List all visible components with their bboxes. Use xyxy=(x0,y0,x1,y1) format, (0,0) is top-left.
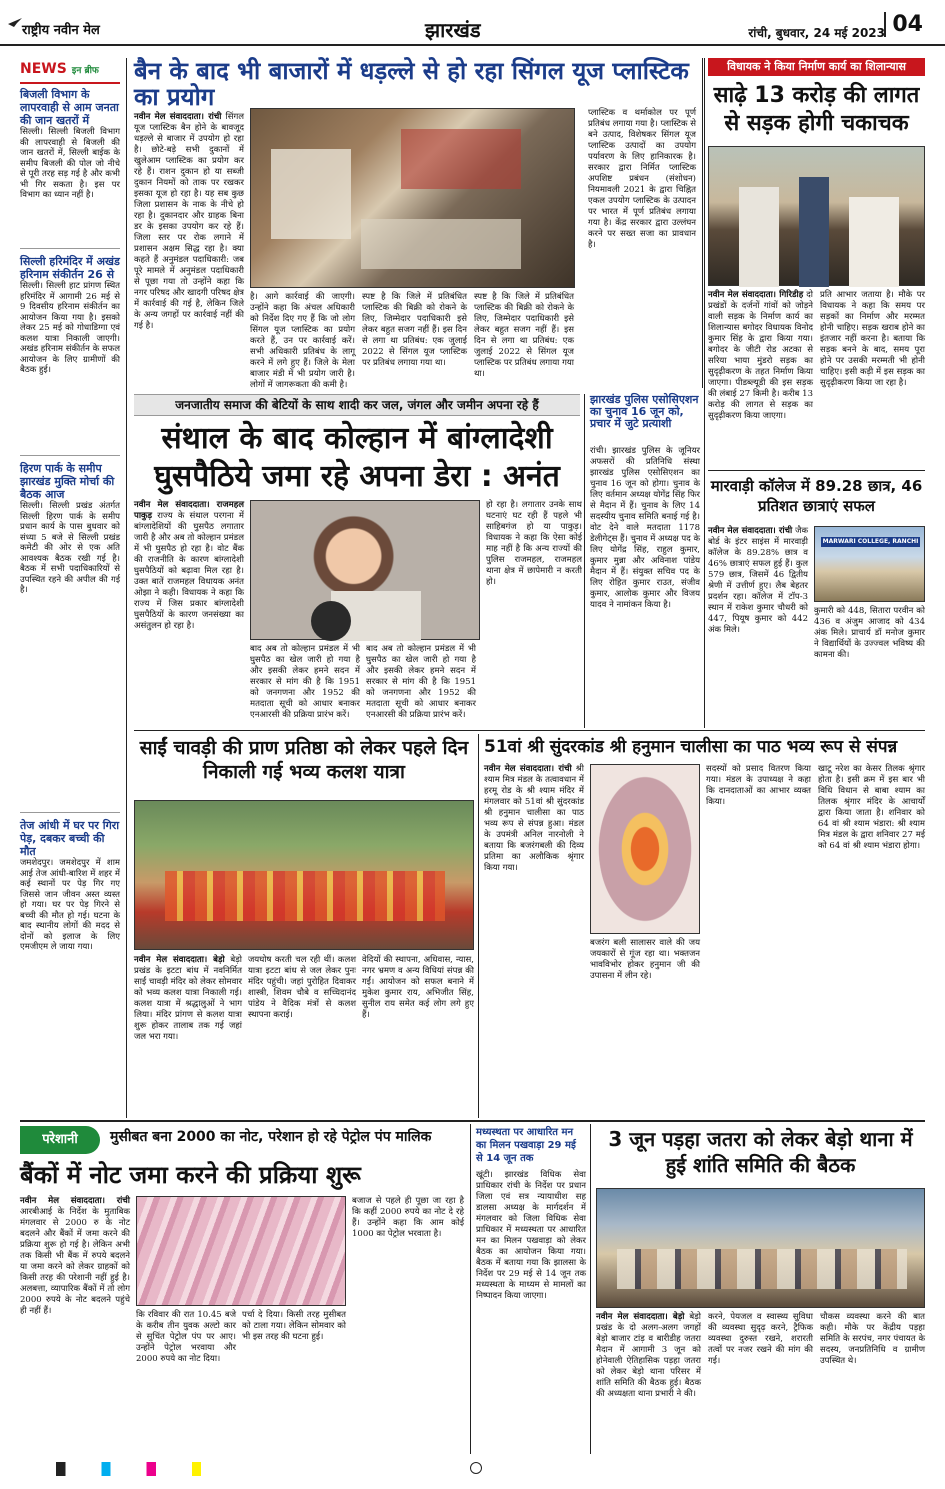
police-body: रांची। झारखंड पुलिस के जूनियर अफसरों की प्रतिनिधि संस्था झारखंड पुलिस एसोसिएशन का चुनाव 16 जून को होगा। चुनाव के लिए वर्तमान अध्यक्ष योगेंद्र सिंह फिर से मैदान में हैं। चुनाव के लिए 14 सदस्यीय चुनाव समिति बनाई गई है। वोट देने वाले मतदाता 1178 डेलीगेट्स हैं। चुनाव में अध्यक्ष पद के लिए योगेंद्र सिंह, राहुल कुमार, कुमार मुन्ना और अविनाश पांडेय मैदान में हैं। संयुक्त सचिव पद के लिए रोहित कुमार राउत, संजीव कुमार, आलोक कुमार और विजय यादव ने नामांकन किया है। xyxy=(590,446,700,610)
hanuman-body-col4: खाटू नरेश का केसर तिलक श्रृंगार होता है। इसी क्रम में इस बार भी विधि विधान से बाबा श्याम का तिलक श्रृंगार मंदिर के आचार्यों द्वारा किया जाता है। शनिवार को 64 वां श्री श्याम भंडारा: श्री श्याम मित्र मंडल के द्वारा शनिवार 27 मई को 64 वां श्री श्याम भंडारा होगा। xyxy=(818,764,925,851)
column-divider xyxy=(470,1124,471,1454)
note-byline: नवीन मेल संवाददाता। रांची xyxy=(20,1196,130,1206)
marwari-college-photo xyxy=(814,526,925,602)
brief-item xyxy=(20,88,120,249)
kolhan-byline: नवीन मेल संवाददाता। राजमहल पाकुड़ xyxy=(134,500,244,521)
section-divider xyxy=(134,730,925,731)
brief-title: सिल्ली हरिमंदिर में अखंड हरिनाम संकीर्तन 26 से xyxy=(20,255,120,281)
peace-meeting-photo xyxy=(596,1188,925,1308)
sai-body: बेड़ो प्रखंड के इटटा बांध में नवनिर्मित साईं चावड़ी मंदिर को लेकर सोमवार को भव्य कलश यात्रा निकाली गई। कलश यात्रा में श्रद्धालुओं ने भाग लिया। मंदिर प्रांगण से कलश यात्रा शुरू होकर तालाब तक गई जहां जल भरा गया। xyxy=(134,955,242,1042)
section-divider xyxy=(708,470,925,471)
page-number: 04 xyxy=(884,12,923,37)
brief-item xyxy=(20,819,120,1119)
masthead: राष्ट्रीय नवीन मेल xyxy=(22,23,100,38)
sai-body-col2: जयघोष करती चल रही थीं। कलश यात्रा इटटा बांध से जल लेकर पुनः मंदिर पहुंची। जहां पुरोहित दिवाकर शास्त्री, शिवम चौबे व सच्चिदानंद पांडेय ने वैदिक मंत्रों से कलश स्थापना कराई। xyxy=(248,955,356,1020)
brief-item xyxy=(20,462,120,813)
column-divider xyxy=(590,1124,591,1454)
college-sign: MARWARI COLLEGE, RANCHI xyxy=(822,538,919,545)
mla-portrait-photo xyxy=(250,500,480,640)
road-ceremony-photo xyxy=(708,146,925,286)
column-divider xyxy=(126,58,127,1118)
jatra-body-col3: चौकस व्यवस्था करने की बात कही। मौके पर केंद्रीय पड़हा समिति के सरपंच, नगर पंचायत के सदस्य, जनप्रतिनिधि व ग्रामीण उपस्थित थे। xyxy=(820,1312,925,1366)
note-tag: परेशानी xyxy=(20,1126,100,1154)
hanuman-body-col1 xyxy=(484,764,584,1116)
hanuman-body: श्री श्याम मित्र मंडल के तत्वावधान में हरमू रोड के श्री श्याम मंदिर में मंगलवार को 51वां श्री सुंदरकांड श्री हनुमान चालीसा का पाठ भव्य रूप से संपन्न हुआ। मंडल के उपमंत्री अनिल नारनोली ने बताया कि बजरंगबली की दिव्य प्रतिमा का अलौकिक श्रृंगार किया गया। xyxy=(484,764,584,873)
brief-label: इन ब्रीफ xyxy=(71,66,99,76)
news-brief-label xyxy=(20,58,120,80)
registration-mark-icon xyxy=(470,1462,482,1474)
lead-body-col4: स्पष्ट है कि जिले में प्रतिबंधित प्लास्टिक की बिक्री को रोकने के लिए, जिम्मेदार पदाधिकारी इसे लेकर बहुत सजग नहीं हैं। इस दिन से लगा था प्रतिबंध: एक जुलाई 2022 से सिंगल यूज प्लास्टिक पर प्रतिबंध लगाया गया था। xyxy=(474,292,574,379)
dateline: रांची, बुधवार, 24 मई 2023 xyxy=(748,26,885,40)
brief-body: सिल्ली। सिल्ली प्रखंड अंतर्गत सिल्ली हिरण पार्क के समीप प्रधान कार्य के पास बुधवार को संध्या 5 बजे से सिल्ली प्रखंड कमेटी की ओर से एक अति आवश्यक बैठक रखी गई है। बैठक में सभी पदाधिकारियों से उपस्थित रहने की अपील की गई है। xyxy=(20,501,120,595)
kalash-yatra-photo xyxy=(134,800,474,950)
sai-body-col1 xyxy=(134,955,242,1115)
news-label: NEWS xyxy=(20,61,67,77)
brief-body: सिल्ली। सिल्ली बिजली विभाग की लापरवाही से बिजली की जान खतरों में, सिल्ली बाईक के समीप बिजली की पोल जो नीचे से पूरी तरह सड़ गई है और कभी भी गिर सकता है। इस पर विभाग का ध्यान नहीं है। xyxy=(20,127,120,200)
sai-body-col3: वेदियों की स्थापना, अधिवास, न्यास, नगर भ्रमण व अन्य विधियां संपन्न की गईं। आयोजन को सफल बनाने में मुकेश कुमार राय, अभिजीत सिंह, सुनील राय समेत कई लोग लगे हुए हैं। xyxy=(362,955,474,1020)
section-title: झारखंड xyxy=(425,18,481,42)
road-body-col1 xyxy=(708,290,813,460)
sai-headline: साईं चावड़ी की प्राण प्रतिष्ठा को लेकर पहले दिन निकाली गई भव्य कलश यात्रा xyxy=(139,737,469,783)
hanuman-byline: नवीन मेल संवाददाता। रांची xyxy=(484,764,572,774)
marwari-body-col1 xyxy=(708,526,808,728)
jatra-headline: 3 जून पड़हा जतरा को लेकर बेड़ो थाना में हुई शांति समिति की बैठक xyxy=(608,1127,913,1177)
note-body-col2: कि रविवार की रात 10.45 बजे के करीब तीन युवक अल्टो कार से सुचिंत पेट्रोल पंप पर आए। उन्होंने पेट्रोल भरवाया और 2000 रुपये का नोट दिया। xyxy=(136,1310,236,1364)
note-body-col1 xyxy=(20,1196,130,1452)
kolhan-body-col2: बाद अब तो कोल्हान प्रमंडल में भी घुसपैठ का खेल जारी हो गया है और इसकी लेकर हमने सदन में सरकार से मांग की है कि 1951 को जनगणना और 1952 की मतदाता सूची को आधार बनाकर एनआरसी की प्रक्रिया प्रारंभ करें। xyxy=(250,644,360,720)
currency-notes-photo xyxy=(136,1196,346,1306)
jatra-body-col2: करने, पेयजल व स्वास्थ्य सुविधा की व्यवस्था सुदृढ़ करने, ट्रैफिक व्यवस्था दुरुस्त रखने, शरारती तत्वों पर नजर रखने की मांग की गई। xyxy=(708,1312,813,1366)
lead-body-col1 xyxy=(134,112,244,382)
brief-title: हिरण पार्क के समीप झारखंड मुक्ति मोर्चा की बैठक आज xyxy=(20,462,115,501)
lead-byline: नवीन मेल संवाददाता। रांची xyxy=(134,112,222,122)
sai-byline: नवीन मेल संवाददाता। बेड़ो xyxy=(134,955,225,965)
news-brief-column xyxy=(20,58,120,1118)
lead-headline: बैन के बाद भी बाजारों में धड़ल्ले से हो रहा सिंगल यूज प्लास्टिक का प्रयोग xyxy=(134,57,689,112)
column-divider xyxy=(478,734,479,1118)
note-kicker: मुसीबत बना 2000 का नोट, परेशान हो रहे पेट्रोल पंप मालिक xyxy=(110,1129,432,1145)
kolhan-body-col3: बाद अब तो कोल्हान प्रमंडल में भी घुसपैठ का खेल जारी हो गया है और इसकी लेकर हमने सदन में सरकार से मांग की है कि 1951 को जनगणना और 1952 की मतदाता सूची को आधार बनाकर एनआरसी की प्रक्रिया प्रारंभ करें। xyxy=(366,644,476,720)
hanuman-body-col3: सदस्यों को प्रसाद वितरण किया गया। मंडल के उपाध्यक्ष ने कहा कि दानदाताओं का आभार व्यक्त किया। xyxy=(706,764,811,807)
hanuman-headline: 51वां श्री सुंदरकांड श्री हनुमान चालीसा का पाठ भव्य रूप से संपन्न xyxy=(484,737,898,757)
marwari-byline: नवीन मेल संवाददाता। रांची xyxy=(708,526,793,536)
road-body-col2: प्रति आभार जताया है। मौके पर विधायक ने कहा कि समय पर सड़कों का निर्माण और मरम्मत होनी चाहिए। सड़क खराब होने का इंतजार नहीं करना है। बताया कि सड़क बनने के बाद, समय पूरा होने पर उसकी मरम्मती भी होनी चाहिए। इसी कड़ी में इस सड़क का सुदृढ़ीकरण किया जा रहा है। xyxy=(820,290,925,388)
lead-body-col3: स्पष्ट है कि जिले में प्रतिबंधित प्लास्टिक की बिक्री को रोकने के लिए, जिम्मेदार पदाधिकारी इसे लेकर बहुत सजग नहीं हैं। इस दिन से लगा था प्रतिबंध: एक जुलाई 2022 से सिंगल यूज प्लास्टिक पर प्रतिबंध लगाया गया था। xyxy=(362,292,467,368)
lead-body-col5: प्लास्टिक व थर्माकोल पर पूर्ण प्रतिबंध लगाया गया है। प्लास्टिक से बने उत्पाद, विशेषकर सिंगल यूज प्लास्टिक उत्पादों का उपयोग पर्यावरण के लिए हानिकारक है। सरकार द्वारा निर्मित प्लास्टिक अपशिष्ट प्रबंधन (संशोधन) नियमावली 2021 के द्वारा चिह्नित एकल उपयोग प्लास्टिक के उत्पादन पर भारत में पूर्ण प्रतिबंध लगाया गया है। केंद्र सरकार द्वारा उल्लंघन करने पर सख्त सजा का प्रावधान है। xyxy=(588,108,696,250)
road-body: दो प्रखंडों के दर्जनों गांवों को जोड़ने वाली सड़क के निर्माण कार्य का शिलान्यास बगोदर विधायक विनोद कुमार सिंह के द्वारा किया गया। बगोदर के जीटी रोड अटका से सरिया भाया मुंडरो सड़क का सुदृढ़ीकरण के तहत निर्माण किया जाएगा। पीडब्ल्यूडी की इस सड़क की लंबाई 27 किमी है। करीब 13 करोड़ की लागत से सड़क का सुदृढ़ीकरण किया जाएगा। xyxy=(708,290,814,421)
madhyasthata-headline: मध्यस्थता पर आधारित मन का मिलन पखवाड़ा 29 मई से 14 जून तक xyxy=(476,1127,576,1164)
section-divider xyxy=(20,1120,925,1122)
brief-item xyxy=(20,255,120,456)
column-divider xyxy=(702,58,703,388)
madhyasthata-body: खूंटी। झारखंड विधिक सेवा प्राधिकार रांची के निर्देश पर प्रधान जिला एवं सत्र न्यायाधीश सह डालसा अध्यक्ष के मार्गदर्शन में मंगलवार को जिला विधिक सेवा प्राधिकार में मध्यस्थता पर आधारित मन का मिलन पखवाड़ा को लेकर बैठक का आयोजन किया गया। बैठक में बताया गया कि झालसा के निर्देश पर 29 मई से 14 जून तक मध्यस्थता के माध्यम से मामलों का निष्पादन किया जाएगा। xyxy=(476,1170,586,1301)
note-headline: बैंकों में नोट जमा करने की प्रक्रिया शुरू xyxy=(20,1161,361,1189)
note-body-col3: पर्चा दे दिया। किसी तरह मुसीबत को टाला गया। लेकिन सोमवार को भी इस तरह की घटना हुई। xyxy=(242,1310,346,1342)
kolhan-body-col1 xyxy=(134,500,244,726)
kolhan-body: राज्य के संथाल परगना में बांग्लादेशियों की घुसपैठ लगातार जारी है और अब तो कोल्हान प्रमंडल में भी घुसपैठ हो रहा है। वोट बैंक की राजनीति के कारण बांग्लादेशी घुसपैठियों को बढ़ावा मिल रहा है। उक्त बातें राजमहल विधायक अनंत ओझा ने कही। विधायक ने कहा कि राज्य में जिस प्रकार बांग्लादेशी घुसपैठियों के कारण जनसंख्या का असंतुलन हो रहा है। xyxy=(134,511,245,631)
note-body-col4: बजाज से पहले ही पूछा जा रहा है कि कहीं 2000 रुपये का नोट दे रहे हैं। उन्होंने कहा कि आम कोई 1000 का पेट्रोल भरवाता है। xyxy=(352,1196,464,1239)
police-headline: झारखंड पुलिस एसोसिएशन का चुनाव 16 जून को, प्रचार में जुटे प्रत्याशी xyxy=(590,393,699,431)
jatra-body: बेड़ो प्रखंड के दो अलग-अलग जगहों बेड़ो बाजार टांड़ व बारीडीह जतरा मैदान में आगामी 3 जून को होनेवाली ऐतिहासिक पड़हा जतरा को लेकर बेड़ो थाना परिसर में शांति समिति की बैठक हुई। बैठक की अध्यक्षता थाना प्रभारी ने की। xyxy=(596,1312,701,1399)
marwari-body-col2: कुमारी को 448, सितारा परवीन को 436 व अंजुम आजाद को 434 अंक मिले। प्राचार्य डॉ मनोज कुमार ने विद्यार्थियों के उज्ज्वल भविष्य की कामना की। xyxy=(814,606,925,660)
hanuman-body-col2: बजरंग बली सालासर वाले की जय जयकारों से गूंज रहा था। भक्तजन भावविभोर होकर हनुमान जी की उपासना में लीन रहे। xyxy=(590,938,700,981)
jatra-body-col1 xyxy=(596,1312,701,1452)
jatra-byline: नवीन मेल संवाददाता। बेड़ो xyxy=(596,1312,685,1322)
column-divider xyxy=(704,58,705,728)
road-red-tag: विधायक ने किया निर्माण कार्य का शिलान्यास xyxy=(708,58,925,76)
kolhan-body-col4: हो रहा है। लगातार उनके साथ घटनाएं घट रही हैं पहले भी साहिबगंज हो या पाकुड़। विधायक ने कहा कि ऐसा कोई माह नहीं है कि अन्य राज्यों की पुलिस राजमहल, राजमहल थाना क्षेत्र में छापेमारी न करती हो। xyxy=(486,500,582,587)
kolhan-headline: संथाल के बाद कोल्हान में बांग्लादेशी घुसपैठिये जमा रहे अपना डेरा : अनंत xyxy=(154,421,560,494)
kolhan-kicker: जनजातीय समाज की बेटियों के साथ शादी कर जल, जंगल और जमीन अपना रहे हैं xyxy=(134,394,580,416)
brief-body: जमशेदपुर। जमशेदपुर में शाम आई तेज आंधी-बारिश में शहर में कई स्थानों पर पेड़ गिर गए जिससे जान जीवन अस्त व्यस्त हो गया। घर पर पेड़ गिरने से बच्ची की मौत हो गई। घटना के बाद स्थानीय लोगों की मदद से दोनों को इलाज के लिए एमजीएम ले जाया गया। xyxy=(20,858,120,952)
column-divider xyxy=(584,394,585,728)
page-header xyxy=(0,0,945,46)
lead-body: सिंगल यूज प्लास्टिक बैन होने के बावजूद धड़ल्ले से बाजार में उपयोग हो रहा है। छोटे-बड़े सभी दुकानों में खुलेआम प्लास्टिक का प्रयोग कर रहे हैं। राशन दुकान हो या सब्जी दुकान नियमों को ताक पर रखकर इसका यूज हो रहा है। यह सब कुछ जिला प्रशासन के नाक के नीचे हो रहा है। दुकानदार और ग्राहक बिना डर के इसका उपयोग कर रहे हैं। जिला स्तर पर रोक लगाने में प्रशासन अक्षम सिद्ध रहा है। क्या कहते हैं अनुमंडल पदाधिकारी: जब पूरे मामले में अनुमंडल पदाधिकारी से पूछा गया तो उन्होंने कहा कि नगर परिषद और खादगी परिषद क्षेत्र में कार्रवाई की गई है, लेकिन जिले के अन्य जगहों पर कार्रवाई नहीं की गई है। xyxy=(134,112,244,331)
marwari-body: जैक बोर्ड के इंटर साइंस में मारवाड़ी कॉलेज के 89.28% छात्र व 46% छात्राएं सफल हुई हैं। कुल 579 छात्र, जिसमें 46 द्वितीय श्रेणी में उत्तीर्ण हुए। लैब बेहतर प्रदर्शन रहा। कॉलेज में टॉप-3 स्थान में राकेश कुमार चौधरी को 447, पियूष कुमार को 442 अंक मिले। xyxy=(708,526,808,635)
bird-logo-icon xyxy=(8,18,22,28)
note-body: आरबीआई के निर्देश के मुताबिक मंगलवार से 2000 रु के नोट बदलने और बैंकों में जमा करने की प्रक्रिया शुरू हो गई है। लेकिन अभी तक किसी भी बैंक में रुपये बदलने या जमा करने को लेकर ग्राहकों को किसी तरह की परेशानी नहीं हुई है। अलबत्ता, व्यापारिक बैंकों में तो लोग 2000 रुपये के नोट बदलने पहुंचे ही नहीं हैं। xyxy=(20,1207,130,1316)
brief-title: तेज आंधी में घर पर गिरा पेड़, दबकर बच्ची की मौत xyxy=(20,819,120,858)
marwari-headline: मारवाड़ी कॉलेज में 89.28 छात्र, 46 प्रतिशत छात्राएं सफल xyxy=(710,477,923,515)
road-headline: साढ़े 13 करोड़ की लागत से सड़क होगी चकाचक xyxy=(713,83,920,136)
hanuman-idol-photo xyxy=(590,764,700,934)
brief-title: बिजली विभाग के लापरवाही से आम जनता की जान खतरों में xyxy=(20,88,119,127)
plastic-shop-photo xyxy=(250,108,575,288)
lead-body-col2: है। आगे कार्रवाई की जाएगी। उन्होंने कहा कि अंचल अधिकारी को निर्देश दिए गए हैं कि जो लोग सिंगल यूज प्लास्टिक का प्रयोग करते हैं, उन पर कार्रवाई करें। सभी अधिकारी प्रतिबंध के लागू करने में लगे हुए हैं। जिले के मेला बाजार मंडी में भी प्रयोग जारी है। लोगों में जागरूकता की कमी है। xyxy=(250,292,355,390)
brief-body: सिल्ली। सिल्ली हाट प्रांगण स्थित हरिमंदिर में आगामी 26 मई से 9 दिवसीय हरिनाम संकीर्तन का आयोजन किया गया है। इसको लेकर 25 मई को गोधाडिग्गा एवं कलश यात्रा निकाली जाएगी। अखंड हरिनाम संकीर्तन के सफल आयोजन के लिए ग्रामीणों की बैठक हुई। xyxy=(20,281,120,375)
road-byline: नवीन मेल संवाददाता। गिरिडीह xyxy=(708,290,804,300)
